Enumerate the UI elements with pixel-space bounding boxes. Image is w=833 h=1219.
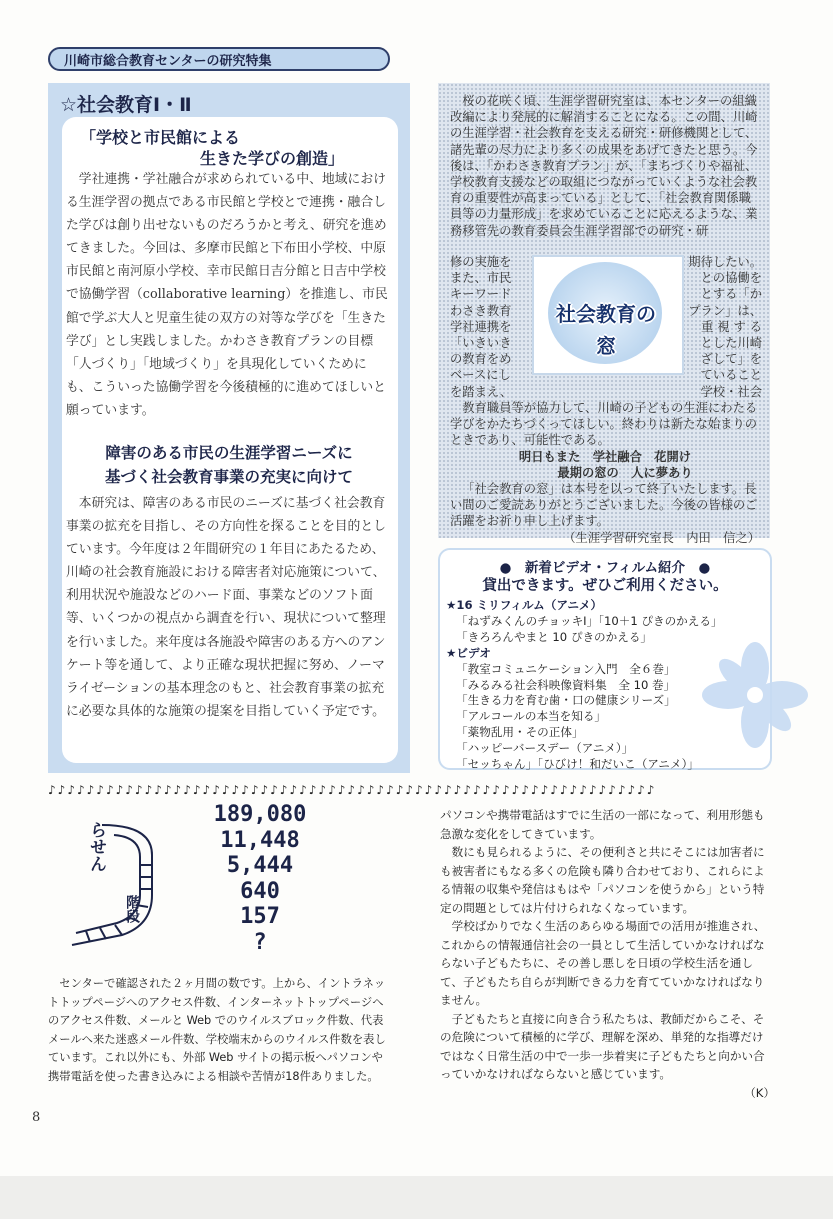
count-value: 157 — [240, 904, 280, 930]
list-item: 「セッちゃん」「ひびけ！和だいこ（アニメ）」 — [456, 757, 699, 772]
list-item: 「ねずみくんのチョッキⅠ」「10＋1 ぴきのかえる」 — [456, 613, 723, 628]
footer-band — [0, 1176, 833, 1219]
poem-line2: 最期の窓の 人に夢あり — [557, 464, 693, 480]
window-emblem-title: 社会教育の — [556, 302, 656, 326]
section-header-tab — [48, 47, 390, 71]
spiral-staircase-icon — [62, 815, 192, 950]
video-list — [446, 598, 768, 773]
list-item: 「薬物乱用・その正体」 — [456, 725, 584, 740]
window-wrap-right: 期待したい。 との協働を とする「か プラン」は、 重 視 す る とした川崎 ざして」を ていること 学校・社会 — [688, 255, 762, 399]
closing-note: 「社会教育の窓」は本号を以って終了いたします。長い間のご愛読ありがとうございました。今後の皆様のご活躍をお祈り申し上げます。 — [450, 482, 758, 529]
list-item: 「教室コミュニケーション入門 全６巻」 — [456, 661, 676, 676]
article1-body: 学社連携・学社融合が求められている中、地域における生涯学習の拠点である市民館と学校とで連携・融合した学びは創り出せないものだろうかと考え、研究を進めてきました。今回は、多摩市民館と下布田小学校、中原市民館と南河原小学校、幸市民館日吉分館と日吉中学校で協働学習（collaborative learning）を推進し、市民館で学ぶ大人と児童生徒の双方の対等な学びを「生きた学び」とし実践しました。かわさき教育プランの目標「人づくり」「地域づくり」を具現化していくためにも、こういった協働学習を今後積極的に進めてほしいと願っています。 — [66, 172, 388, 418]
access-count-list — [200, 802, 320, 956]
list-item: 「アルコールの本当を知る」 — [456, 709, 607, 724]
stair-label-spiral: らせん — [86, 821, 106, 872]
music-notes-divider: ♪♪♪♪♪♪♪♪♪♪♪♪♪♪♪♪♪♪♪♪♪♪♪♪♪♪♪♪♪♪♪♪♪♪♪♪♪♪♪♪♪♪♪♪♪♪♪♪♪♪♪♪♪♪♪♪♪♪♪♪♪♪♪ — [48, 783, 657, 797]
header-label: 川崎市総合教育センターの研究特集 — [64, 53, 272, 69]
article1-title-line1: 「学校と市民館による — [80, 128, 241, 147]
section-title: ☆社会教育Ⅰ・Ⅱ — [60, 94, 192, 116]
paragraph: 子どもたちと直接に向き合う私たちは、教師だからこそ、その危険について積極的に学び、理解を深め、単発的な指導だけではなく日常生活の中で一歩一歩着実に子どもたちと向かい合っていかなければならないと感じています。 — [440, 1011, 765, 1081]
count-value: 189,080 — [213, 802, 307, 827]
article1-title-line2: 生きた学びの創造」 — [200, 149, 345, 168]
list-item: 「ハッピーバースデー（アニメ）」 — [456, 741, 634, 756]
window-emblem-subtitle: 窓 — [596, 334, 616, 358]
window-para-top: 桜の花咲く頃、生涯学習研究室は、本センターの組織改編により発展的に解消することになる。この間、川崎の生涯学習・社会教育を支える研究・研修機関として、諸先輩の尽力により多くの成果をあげてきたと思う。今後は、「かわさき教育プラン」が、「まちづくりや福祉、学校教育支援などの取組につながっていくような社会教育の重要性が高まっている」として、「社会教育関係職員等の力量形成」を求めていることに応えるような、業務移管先の教育委員会生涯学習部での研究・研 — [450, 94, 758, 238]
page-number: 8 — [32, 1110, 41, 1125]
poem-line1: 明日もまた 学社融合 花開け — [518, 448, 692, 464]
paragraph: パソコンや携帯電話はすでに生活の一部になって、利用形態も急激な変化をしてきています。 — [440, 808, 765, 841]
window-wrap-left: 修の実施を また、市民 キーワード わさき教育 学社連携を 「いきいき の教育をめ ベースにし を踏まえ、 — [450, 255, 513, 399]
list-item: 「生きる力を育む歯・口の健康シリーズ」 — [456, 693, 676, 708]
list-item: 「きろろんやまと 10 ぴきのかえる」 — [456, 629, 653, 644]
film-category: ★16 ミリフィルム（アニメ） — [446, 598, 603, 612]
article2-title-line1: 障害のある市民の生涯学習ニーズに — [105, 444, 353, 462]
count-value: 11,448 — [220, 827, 300, 853]
article2-body: 本研究は、障害のある市民のニーズに基づく社会教育事業の拡充を目指し、その方向性を探ることを目的としています。今年度は２年間研究の１年目にあたるため、川崎の社会教育施設における障害者対応施策について、利用状況や施設などのハード面、事業などのソフト面等、いくつかの視点から調査を行い、現状について整理を行いました。来年度は各施設や障害のある方へのアンケート等を通して、より正確な現状把握に努め、ノーマライゼーションの基本理念のもと、社会教育事業の拡充に必要な具体的な施策の提案を目指していく予定です。 — [66, 496, 386, 719]
article-signature: （K） — [744, 1085, 775, 1100]
count-value: ? — [253, 929, 267, 955]
paragraph: 学校ばかりでなく生活のあらゆる場面での活用が推進され、これからの情報通信社会の一員として生活していかなければならない子どもたちに、その善し悪しを日頃の学校生活を通して、子どもたち自らが判断できる力を育てていかなければなりません。 — [440, 919, 766, 1007]
article2-title-line2: 基づく社会教育事業の充実に向けて — [104, 468, 353, 486]
count-value: 640 — [240, 878, 280, 904]
internet-safety-article — [440, 806, 775, 1102]
numbers-caption: センターで確認された２ヶ月間の数です。上から、イントラネットトップページへのアクセス件数、インターネットトップページへのアクセス件数、メールと Web でのウイルスブロック件数、代表メールへ来た迷惑メール件数、学校端末からのウイルス件数を表しています。これ以外にも、外部 Web サイトの掲示板へパソコンや携帯電話を使った書き込みによる相談や苦情が18件ありました。 — [48, 977, 386, 1083]
window-para-bottom: 教育職員等が協力して、川崎の子どもの生涯にわたる学びをかたちづくってほしい。終わりは新たな始まりのときであり、可能性である。 明日もまた 学社融合 花開け 最期の窓の 人に夢あり 「社会教育の窓」は本号を以って終了いたします。長い間のご愛読ありがとうございました。今後の皆様のご活躍をお祈り申し上げます。 （生涯学習研究室長 内田 信之） — [450, 401, 760, 545]
video-subheading: 貸出できます。ぜひご利用ください。 — [482, 578, 728, 594]
video-category: ★ビデオ — [446, 645, 491, 660]
stair-label-stairs: 階段 — [124, 895, 140, 923]
video-heading: ● 新着ビデオ・フィルム紹介 ● — [499, 560, 711, 576]
paragraph: 数にも見られるように、その便利さと共にそこには加害者にも被害者にもなる多くの危険も隣り合わせており、これらによる情報の収集や発信はもはや「パソコンを使うから」という特定の問題としては片付けられなくなっています。 — [440, 845, 765, 915]
count-value: 5,444 — [226, 853, 294, 879]
signature: （生涯学習研究室長 内田 信之） — [563, 530, 760, 545]
list-item: 「みるみる社会科映像資料集 全 10 巻」 — [456, 677, 676, 692]
